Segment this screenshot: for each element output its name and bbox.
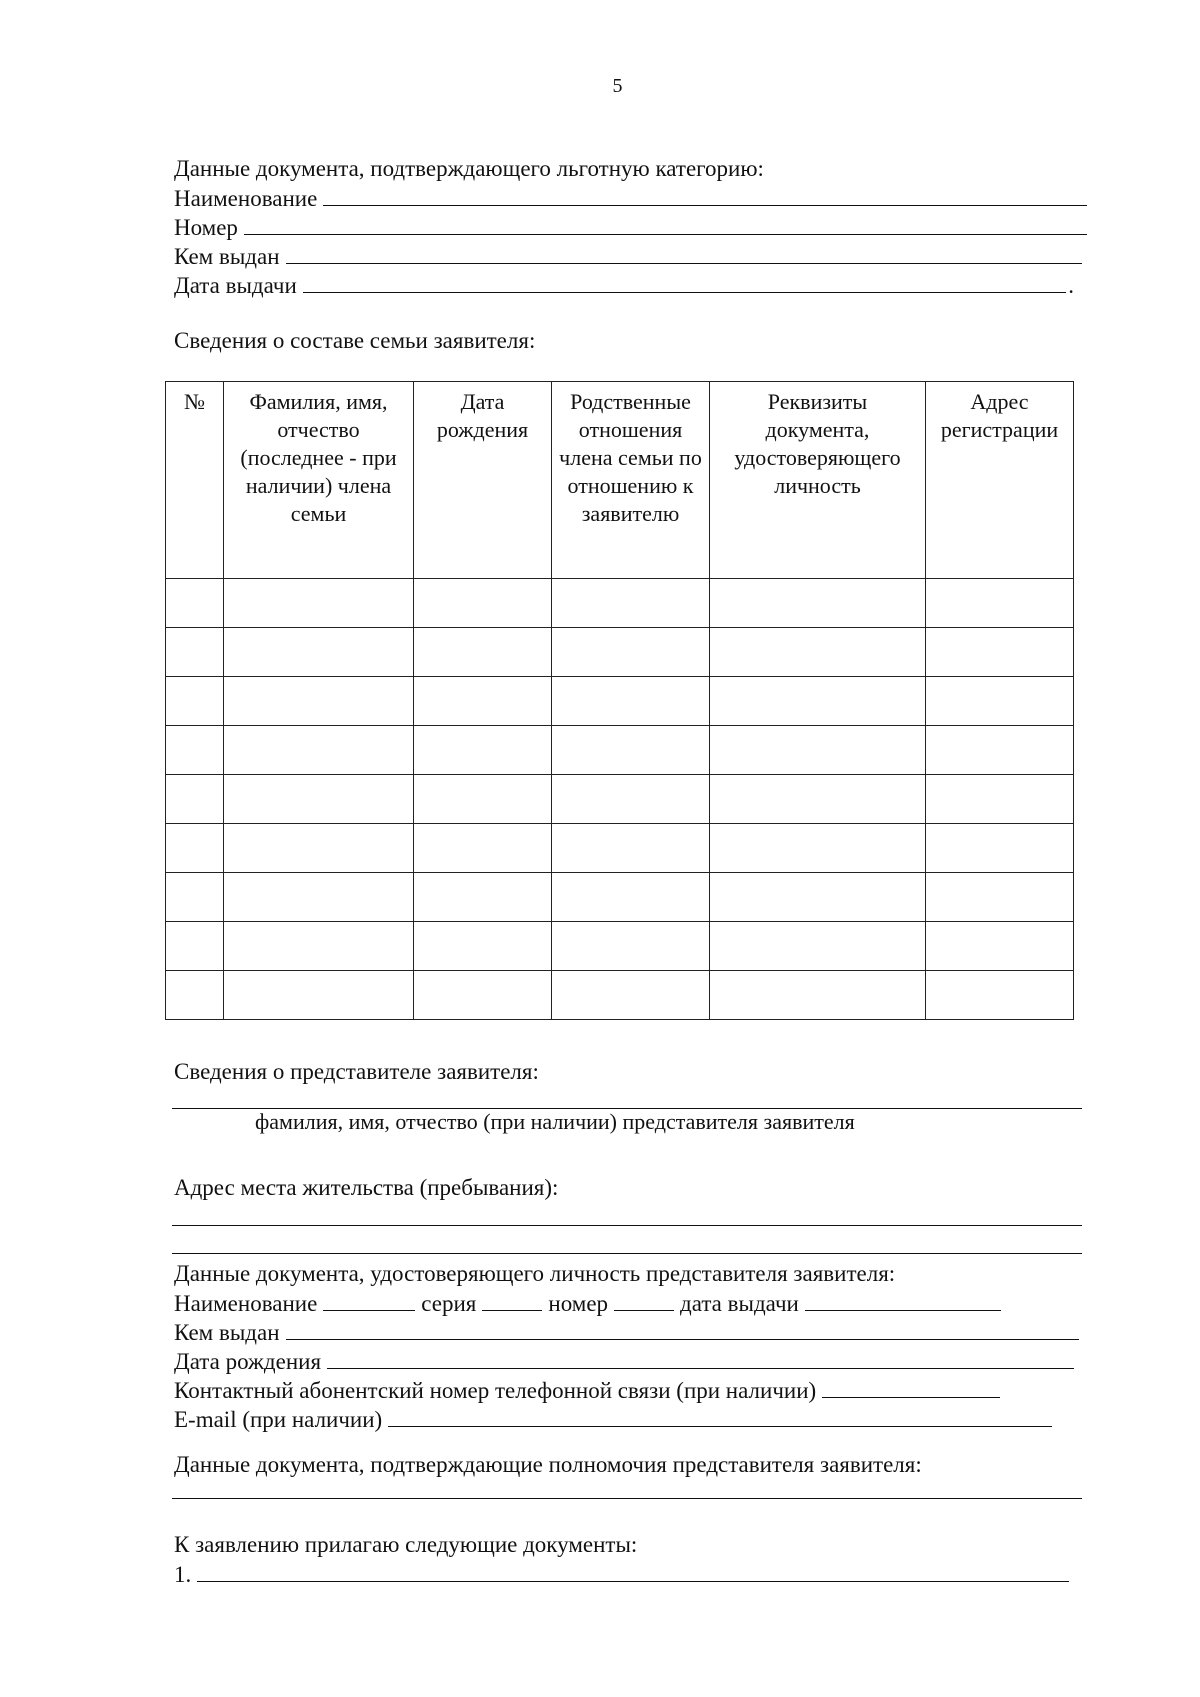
representative-id-section: [174, 1259, 1084, 1433]
cell-full-name[interactable]: [224, 922, 414, 971]
benefit-name-row: [174, 183, 1087, 212]
cell-birth-date[interactable]: [414, 873, 552, 922]
cell-full-name[interactable]: [224, 677, 414, 726]
cell-registration-address[interactable]: [926, 775, 1074, 824]
address-line-1[interactable]: [172, 1225, 1082, 1226]
family-table-body: [166, 579, 1074, 1020]
cell-relationship[interactable]: [552, 628, 710, 677]
cell-relationship[interactable]: [552, 873, 710, 922]
column-header-number: №: [166, 382, 224, 579]
cell-number[interactable]: [166, 579, 224, 628]
authority-heading: Данные документа, подтверждающие полномочия представителя заявителя:: [174, 1452, 922, 1477]
table-row: [166, 873, 1074, 922]
representative-id-name-label: Наименование: [174, 1291, 318, 1316]
cell-registration-address[interactable]: [926, 971, 1074, 1020]
table-row: [166, 971, 1074, 1020]
representative-email-row: [174, 1404, 1052, 1433]
table-row: [166, 677, 1074, 726]
cell-id-document[interactable]: [710, 824, 926, 873]
column-header-registration-address: Адрес регистрации: [926, 382, 1074, 579]
table-row: [166, 824, 1074, 873]
representative-issue-date-field[interactable]: [805, 1288, 1001, 1311]
cell-registration-address[interactable]: [926, 726, 1074, 775]
representative-phone-field[interactable]: [822, 1375, 1000, 1398]
page-number: 5: [612, 75, 623, 97]
cell-number[interactable]: [166, 677, 224, 726]
representative-issue-date-label: дата выдачи: [680, 1291, 799, 1316]
column-header-id-document: Реквизиты документа, удостоверяющего личность: [710, 382, 926, 579]
cell-full-name[interactable]: [224, 873, 414, 922]
table-row: [166, 579, 1074, 628]
benefit-document-section: [174, 154, 1087, 299]
representative-id-name-field[interactable]: [323, 1288, 415, 1311]
cell-registration-address[interactable]: [926, 628, 1074, 677]
table-row: [166, 628, 1074, 677]
table-row: [166, 726, 1074, 775]
cell-number[interactable]: [166, 922, 224, 971]
representative-issued-by-label: Кем выдан: [174, 1320, 280, 1345]
representative-email-label: E-mail (при наличии): [174, 1407, 383, 1432]
representative-series-field[interactable]: [482, 1288, 542, 1311]
representative-heading: Сведения о представителе заявителя:: [174, 1059, 539, 1084]
benefit-issue-date-row: [174, 270, 1074, 299]
cell-relationship[interactable]: [552, 579, 710, 628]
cell-registration-address[interactable]: [926, 824, 1074, 873]
benefit-issue-date-field[interactable]: [303, 270, 1066, 293]
benefit-issue-date-label: Дата выдачи: [174, 273, 297, 298]
column-header-relationship: Родственные отношения члена семьи по отношению к заявителю: [552, 382, 710, 579]
representative-phone-row: [174, 1375, 1084, 1404]
representative-name-caption: фамилия, имя, отчество (при наличии) представителя заявителя: [255, 1109, 855, 1134]
benefit-issued-by-field[interactable]: [286, 241, 1082, 264]
representative-number-label: номер: [548, 1291, 609, 1316]
cell-id-document[interactable]: [710, 775, 926, 824]
benefit-document-heading: Данные документа, подтверждающего льготную категорию:: [174, 156, 764, 181]
benefit-issued-by-row: [174, 241, 1082, 270]
cell-number[interactable]: [166, 971, 224, 1020]
cell-id-document[interactable]: [710, 677, 926, 726]
cell-relationship[interactable]: [552, 726, 710, 775]
cell-birth-date[interactable]: [414, 775, 552, 824]
family-table-header: [166, 382, 1074, 579]
cell-number[interactable]: [166, 824, 224, 873]
cell-full-name[interactable]: [224, 971, 414, 1020]
cell-birth-date[interactable]: [414, 824, 552, 873]
attachments-heading: К заявлению прилагаю следующие документы:: [174, 1532, 638, 1557]
cell-relationship[interactable]: [552, 824, 710, 873]
cell-id-document[interactable]: [710, 579, 926, 628]
cell-birth-date[interactable]: [414, 677, 552, 726]
cell-full-name[interactable]: [224, 579, 414, 628]
cell-relationship[interactable]: [552, 775, 710, 824]
representative-issued-by-row: [174, 1317, 1079, 1346]
representative-email-field[interactable]: [388, 1404, 1052, 1427]
cell-id-document[interactable]: [710, 628, 926, 677]
benefit-number-label: Номер: [174, 215, 238, 240]
benefit-name-field[interactable]: [323, 183, 1087, 206]
cell-birth-date[interactable]: [414, 922, 552, 971]
representative-birth-date-label: Дата рождения: [174, 1349, 322, 1374]
table-row: [166, 775, 1074, 824]
cell-full-name[interactable]: [224, 726, 414, 775]
column-header-birth-date: Дата рождения: [414, 382, 552, 579]
cell-registration-address[interactable]: [926, 677, 1074, 726]
representative-number-field[interactable]: [614, 1288, 674, 1311]
cell-birth-date[interactable]: [414, 971, 552, 1020]
benefit-number-field[interactable]: [244, 212, 1087, 235]
cell-registration-address[interactable]: [926, 922, 1074, 971]
cell-full-name[interactable]: [224, 628, 414, 677]
representative-series-label: серия: [421, 1291, 477, 1316]
cell-full-name[interactable]: [224, 824, 414, 873]
family-table: [165, 381, 1074, 1020]
cell-birth-date[interactable]: [414, 579, 552, 628]
representative-id-heading: Данные документа, удостоверяющего личность представителя заявителя:: [174, 1261, 896, 1286]
address-heading: Адрес места жительства (пребывания):: [174, 1175, 559, 1200]
representative-birth-date-row: [174, 1346, 1074, 1375]
benefit-end-mark: .: [1068, 273, 1074, 298]
representative-phone-label: Контактный абонентский номер телефонной связи (при наличии): [174, 1378, 817, 1403]
representative-birth-date-field[interactable]: [327, 1346, 1074, 1369]
representative-id-row: [174, 1288, 1084, 1317]
attachment-item-1: [174, 1559, 1069, 1588]
cell-id-document[interactable]: [710, 971, 926, 1020]
address-line-2[interactable]: [172, 1253, 1082, 1254]
cell-registration-address[interactable]: [926, 873, 1074, 922]
cell-relationship[interactable]: [552, 922, 710, 971]
benefit-name-label: Наименование: [174, 186, 318, 211]
cell-number[interactable]: [166, 775, 224, 824]
cell-id-document[interactable]: [710, 726, 926, 775]
benefit-number-row: [174, 212, 1087, 241]
cell-registration-address[interactable]: [926, 579, 1074, 628]
cell-number[interactable]: [166, 628, 224, 677]
family-heading: Сведения о составе семьи заявителя:: [174, 328, 536, 353]
cell-birth-date[interactable]: [414, 726, 552, 775]
authority-line[interactable]: [172, 1498, 1082, 1499]
attachment-item-field[interactable]: [197, 1559, 1069, 1582]
representative-issued-by-field[interactable]: [286, 1317, 1079, 1340]
column-header-full-name: Фамилия, имя, отчество (последнее - при наличии) члена семьи: [224, 382, 414, 579]
cell-number[interactable]: [166, 873, 224, 922]
cell-birth-date[interactable]: [414, 628, 552, 677]
benefit-issued-by-label: Кем выдан: [174, 244, 280, 269]
attachment-item-number: 1.: [174, 1562, 192, 1587]
attachments-section: [174, 1530, 1069, 1588]
cell-full-name[interactable]: [224, 775, 414, 824]
table-row: [166, 922, 1074, 971]
cell-relationship[interactable]: [552, 677, 710, 726]
cell-id-document[interactable]: [710, 873, 926, 922]
cell-id-document[interactable]: [710, 922, 926, 971]
cell-number[interactable]: [166, 726, 224, 775]
cell-relationship[interactable]: [552, 971, 710, 1020]
